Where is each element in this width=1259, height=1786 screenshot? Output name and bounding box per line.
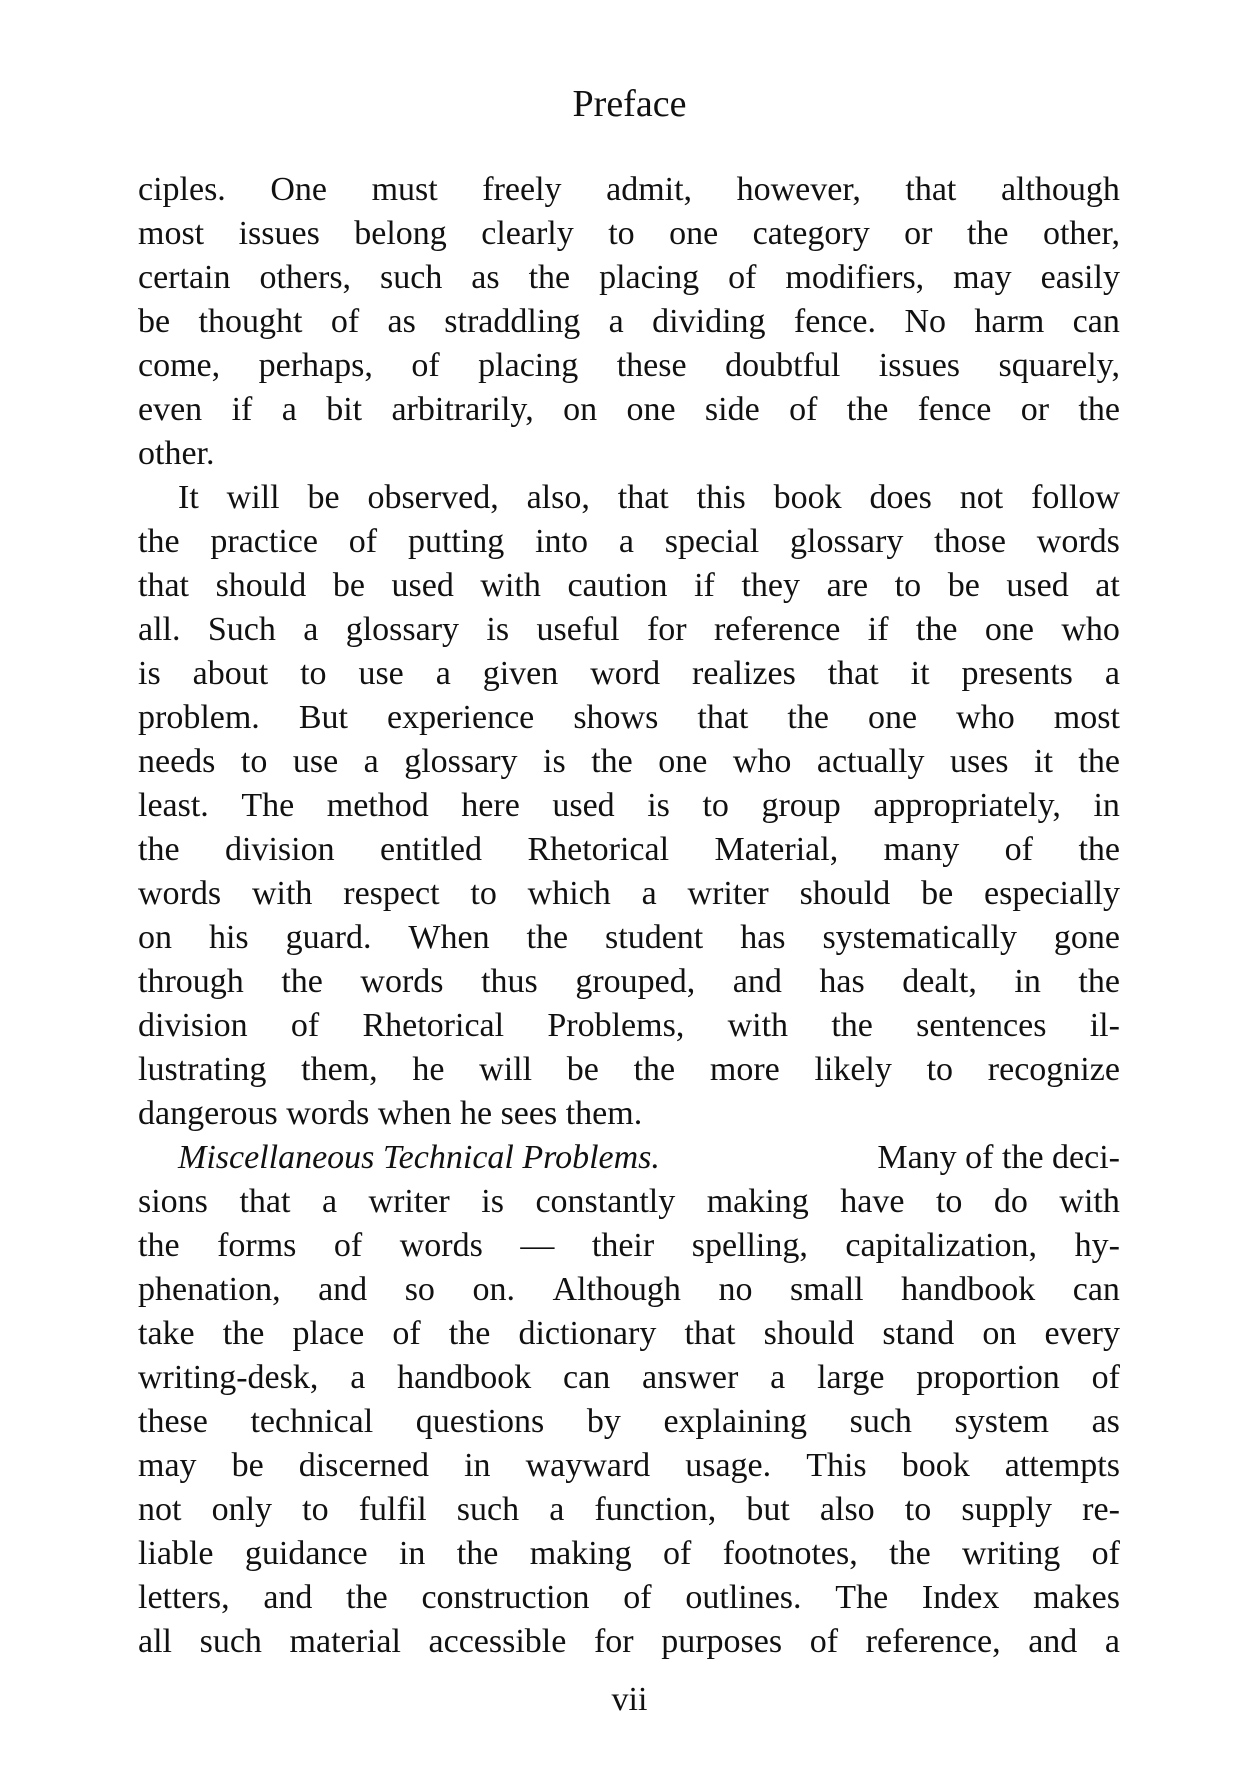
text-line: that should be used with caution if they are to be used at [138,567,1120,604]
text-line: the forms of words — their spelling, capitalization, hy- [138,1227,1120,1264]
text-line: division of Rhetorical Problems, with the sentences il- [138,1007,1120,1044]
text-line: needs to use a glossary is the one who actually uses it the [138,743,1120,780]
text-line: take the place of the dictionary that should stand on every [138,1315,1120,1352]
paragraph [138,476,1120,1136]
text-line: writing-desk, a handbook can answer a large proportion of [138,1359,1120,1396]
running-header: Preface [572,83,687,125]
text-line: come, perhaps, of placing these doubtful issues squarely, [138,347,1120,384]
text-line: even if a bit arbitrarily, on one side of the fence or the [138,391,1120,428]
text-line: certain others, such as the placing of modifiers, may easily [138,259,1120,296]
text-line: dangerous words when he sees them. [138,1095,643,1132]
text-line: liable guidance in the making of footnotes, the writing of [138,1535,1120,1572]
text-line: is about to use a given word realizes that it presents a [138,655,1120,692]
text-line: sions that a writer is constantly making have to do with [138,1183,1120,1220]
text-line: words with respect to which a writer should be especially [138,875,1120,912]
text-line: all. Such a glossary is useful for reference if the one who [138,611,1120,648]
text-line: most issues belong clearly to one category or the other, [138,215,1120,252]
text-line: may be discerned in wayward usage. This book attempts [138,1447,1120,1484]
text-line: these technical questions by explaining such system as [138,1403,1120,1440]
text-line: the practice of putting into a special glossary those words [138,523,1120,560]
section-heading: Miscellaneous Technical Problems. [178,1139,660,1176]
text-line: through the words thus grouped, and has dealt, in the [138,963,1120,1000]
text-line [138,1136,1120,1180]
text-line: phenation, and so on. Although no small handbook can [138,1271,1120,1308]
paragraph [138,168,1120,476]
text-line: be thought of as straddling a dividing fence. No harm can [138,303,1120,340]
text-line: least. The method here used is to group appropriately, in [138,787,1120,824]
text-line: on his guard. When the student has systematically gone [138,919,1120,956]
body-text [138,168,1120,1664]
text-line: the division entitled Rhetorical Material, many of the [138,831,1120,868]
text-line: all such material accessible for purposes of reference, and a [138,1623,1120,1660]
text-line: ciples. One must freely admit, however, that although [138,171,1120,208]
text-line: problem. But experience shows that the one who most [138,699,1120,736]
text-line: not only to fulfil such a function, but also to supply re- [138,1491,1120,1528]
paragraph [138,1136,1120,1664]
text-line: other. [138,435,215,472]
page-number: vii [611,1681,648,1718]
text-line: lustrating them, he will be the more likely to recognize [138,1051,1120,1088]
text-line: letters, and the construction of outlines. The Index makes [138,1579,1120,1616]
text-line: It will be observed, also, that this book does not follow [178,479,1120,516]
text-span: Many of the deci- [877,1139,1120,1176]
